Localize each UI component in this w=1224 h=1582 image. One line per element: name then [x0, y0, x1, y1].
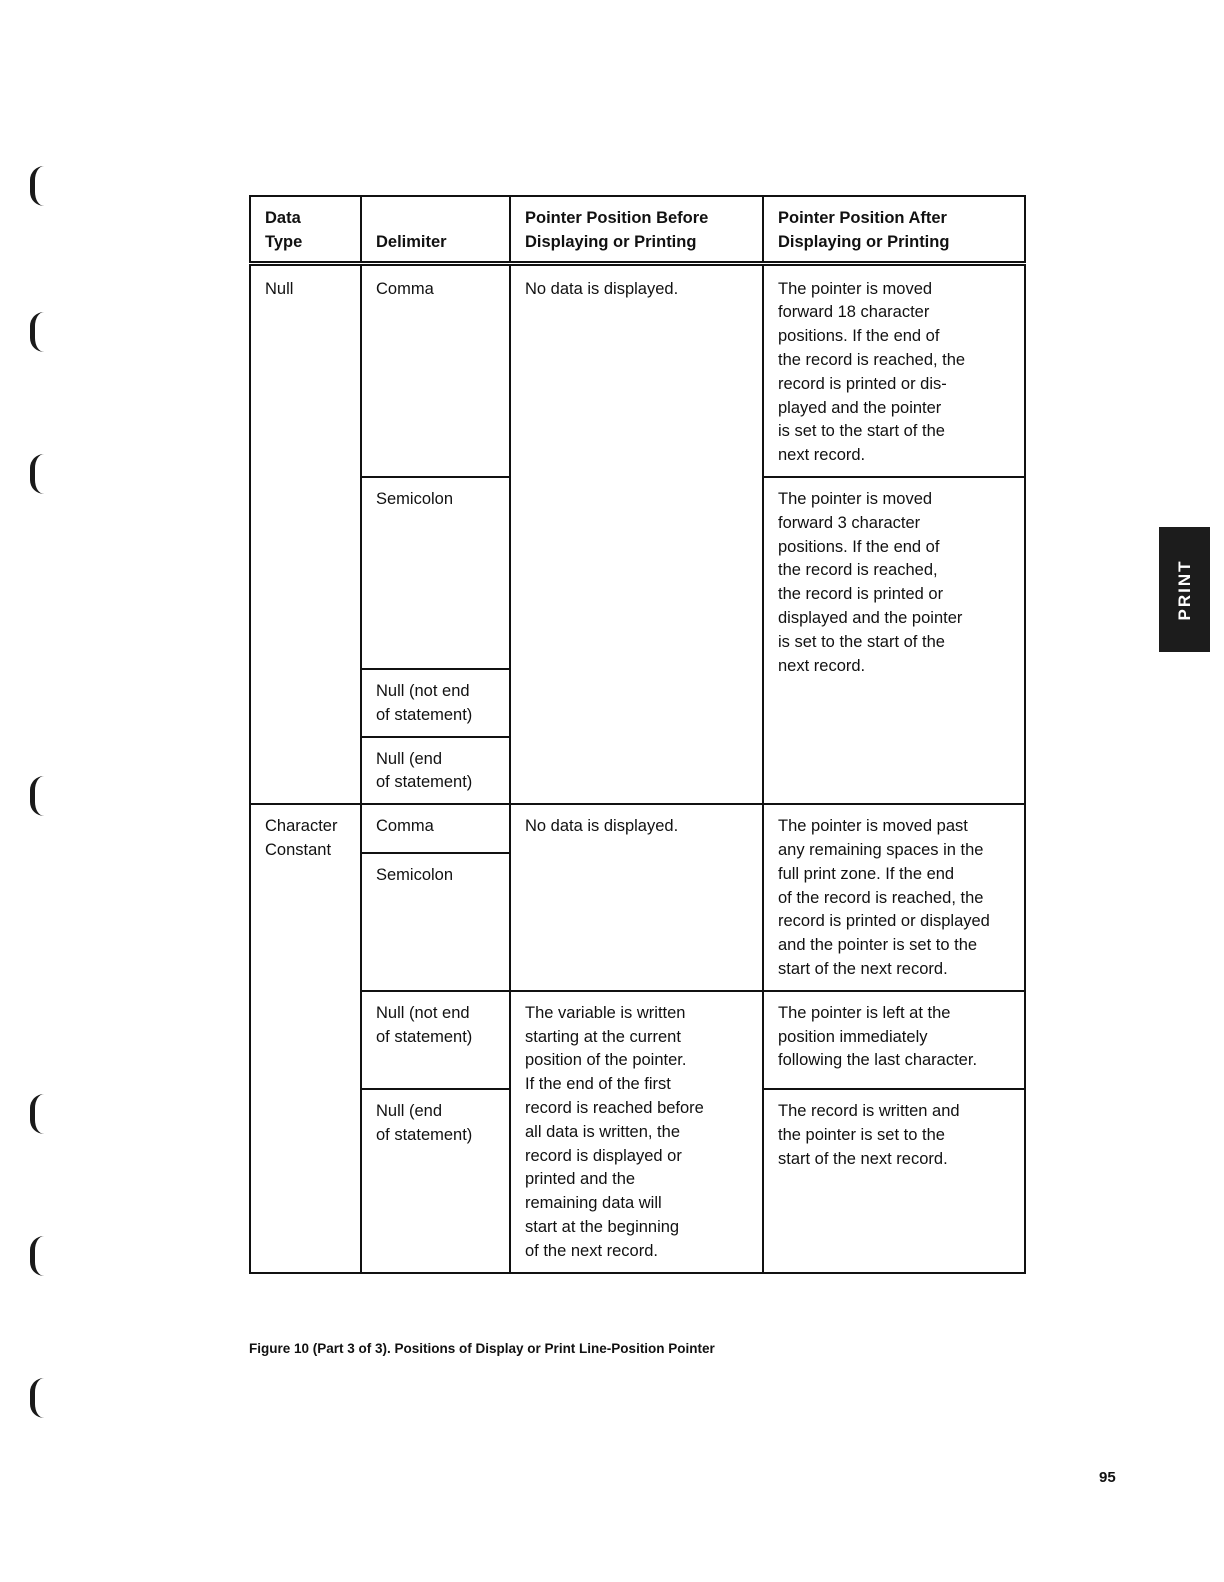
binder-hole-mark — [30, 1094, 49, 1134]
cell-line: record is reached before — [525, 1098, 704, 1117]
cell-line: Null — [265, 279, 294, 298]
cell-line: No data is displayed. — [525, 279, 679, 298]
cell-line: of statement) — [376, 705, 473, 724]
cell-line: If the end of the first — [525, 1075, 671, 1094]
binder-hole-mark — [30, 1236, 49, 1276]
cell-line: No data is displayed. — [525, 817, 679, 836]
pointer-after-cell — [763, 263, 1025, 477]
cell-line: printed and the — [525, 1170, 636, 1189]
binder-hole-mark — [30, 312, 49, 352]
header-pointer-before — [510, 196, 763, 263]
cell-line: The pointer is moved — [778, 489, 933, 508]
delimiter-cell — [361, 804, 510, 853]
pointer-position-table — [249, 195, 1026, 1274]
cell-line: Constant — [265, 840, 332, 859]
data-type-cell — [250, 263, 361, 804]
cell-line: Null (end — [376, 749, 443, 768]
cell-line: of the next record. — [525, 1241, 658, 1260]
page-number: 95 — [1099, 1469, 1116, 1486]
cell-line: record is displayed or — [525, 1146, 682, 1165]
header-delimiter — [361, 196, 510, 263]
pointer-before-cell — [510, 991, 763, 1273]
cell-line: start of the next record. — [778, 959, 948, 978]
cell-line: the pointer is set to the — [778, 1126, 945, 1145]
delimiter-cell — [361, 669, 510, 737]
cell-line: the record is printed or — [778, 585, 944, 604]
cell-line: forward 3 character — [778, 513, 921, 532]
header-data-type — [250, 196, 361, 263]
section-tab — [1159, 527, 1210, 652]
delimiter-cell — [361, 737, 510, 805]
cell-line: position of the pointer. — [525, 1051, 687, 1070]
cell-line: The variable is written — [525, 1003, 686, 1022]
pointer-after-cell — [763, 477, 1025, 804]
section-tab-label: PRINT — [1174, 559, 1194, 620]
cell-line: and the pointer is set to the — [778, 936, 978, 955]
cell-line: next record. — [778, 656, 866, 675]
pointer-after-cell — [763, 991, 1025, 1090]
delimiter-cell — [361, 477, 510, 669]
cell-line: positions. If the end of — [778, 327, 940, 346]
cell-line: Null (end — [376, 1102, 443, 1121]
cell-line: the record is reached, — [778, 561, 938, 580]
cell-line: full print zone. If the end — [778, 864, 955, 883]
cell-line: start at the beginning — [525, 1217, 680, 1236]
cell-line: The pointer is left at the — [778, 1003, 951, 1022]
header-line: Data — [265, 209, 301, 227]
cell-line: of statement) — [376, 1027, 473, 1046]
cell-line: any remaining spaces in the — [778, 840, 984, 859]
cell-line: forward 18 character — [778, 303, 930, 322]
cell-line: is set to the start of the — [778, 422, 945, 441]
cell-line: of statement) — [376, 773, 473, 792]
delimiter-cell — [361, 853, 510, 990]
cell-line: following the last character. — [778, 1051, 978, 1070]
cell-line: displayed and the pointer — [778, 608, 963, 627]
cell-line: Semicolon — [376, 489, 454, 508]
binder-hole-mark — [30, 454, 49, 494]
delimiter-cell — [361, 1089, 510, 1272]
header-line: Displaying or Printing — [778, 232, 950, 251]
delimiter-cell — [361, 263, 510, 477]
cell-line: next record. — [778, 446, 866, 465]
cell-line: Comma — [376, 279, 434, 298]
table-row — [250, 991, 1025, 1090]
cell-line: the record is reached, the — [778, 350, 966, 369]
pointer-after-cell — [763, 804, 1025, 991]
cell-line: position immediately — [778, 1027, 928, 1046]
binder-hole-mark — [30, 776, 49, 816]
cell-line: positions. If the end of — [778, 537, 940, 556]
header-line: Displaying or Printing — [525, 232, 697, 251]
data-type-cell — [250, 804, 361, 1272]
table-row — [250, 804, 1025, 853]
cell-line: start of the next record. — [778, 1149, 948, 1168]
cell-line: Character — [265, 817, 338, 836]
cell-line: Comma — [376, 817, 434, 836]
figure-caption: Figure 10 (Part 3 of 3). Positions of Display or Print Line-Position Pointer — [249, 1341, 715, 1356]
cell-line: Null (not end — [376, 1003, 470, 1022]
table-header-row — [250, 196, 1025, 263]
header-line: Pointer Position Before — [525, 209, 709, 227]
cell-line: The record is written and — [778, 1102, 960, 1121]
cell-line: all data is written, the — [525, 1122, 680, 1141]
cell-line: The pointer is moved — [778, 279, 933, 298]
cell-line: record is printed or dis- — [778, 374, 947, 393]
table-row — [250, 263, 1025, 477]
pointer-after-cell — [763, 1089, 1025, 1272]
cell-line: record is printed or displayed — [778, 912, 990, 931]
header-line: Delimiter — [376, 232, 447, 251]
cell-line: Null (not end — [376, 681, 470, 700]
cell-line: of the record is reached, the — [778, 888, 984, 907]
delimiter-cell — [361, 991, 510, 1090]
header-pointer-after — [763, 196, 1025, 263]
cell-line: The pointer is moved past — [778, 817, 968, 836]
cell-line: of statement) — [376, 1126, 473, 1145]
binder-hole-mark — [30, 1378, 49, 1418]
pointer-before-cell — [510, 263, 763, 804]
cell-line: Semicolon — [376, 866, 454, 885]
header-line: Pointer Position After — [778, 209, 947, 227]
cell-line: is set to the start of the — [778, 632, 945, 651]
cell-line: remaining data will — [525, 1194, 662, 1213]
cell-line: starting at the current — [525, 1027, 681, 1046]
binder-hole-mark — [30, 166, 49, 206]
header-line: Type — [265, 232, 303, 251]
cell-line: played and the pointer — [778, 398, 942, 417]
pointer-before-cell — [510, 804, 763, 991]
